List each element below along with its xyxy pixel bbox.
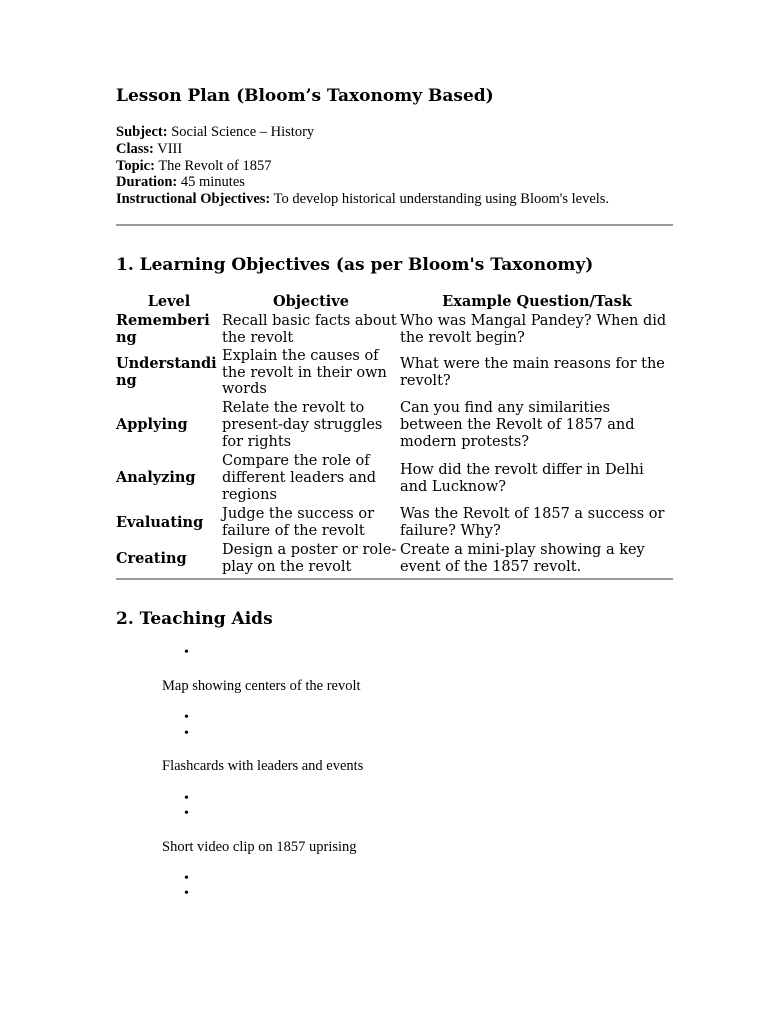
table-row	[116, 399, 674, 452]
cell-level	[116, 347, 222, 399]
meta-label: Topic:	[116, 157, 155, 174]
cell-level: Creating	[116, 549, 187, 567]
section-heading-objectives: 1. Learning Objectives (as per Bloom's Taxonomy)	[116, 255, 594, 275]
cell-objective: Compare the role of different leaders and regions	[222, 453, 377, 503]
column-header-task: Example Question/Task	[442, 292, 632, 310]
meta-topic	[116, 158, 609, 175]
meta-label: Instructional Objectives:	[116, 191, 271, 208]
table-row	[116, 312, 674, 347]
objectives-table	[116, 291, 674, 577]
meta-value: Social Science – History	[171, 124, 315, 140]
cell-objective: Relate the revolt to present-day struggles for rights	[222, 400, 383, 450]
meta-objectives	[116, 191, 609, 208]
table-row	[116, 452, 674, 505]
cell-objective: Recall basic facts about the revolt	[222, 312, 397, 346]
cell-task: Can you find any similarities between the Revolt of 1857 and modern protests?	[400, 400, 635, 450]
lesson-meta	[116, 124, 609, 208]
list-item: Short video clip on 1857 uprising	[162, 839, 357, 855]
meta-label: Subject:	[116, 124, 168, 140]
cell-objective: Judge the success or failure of the revolt	[222, 506, 375, 539]
divider	[116, 578, 673, 580]
bullet-icon: •	[184, 886, 189, 901]
cell-task: How did the revolt differ in Delhi and Lucknow?	[400, 461, 644, 495]
cell-task: Who was Mangal Pandey? When did the revolt begin?	[400, 312, 667, 346]
meta-value: VIII	[157, 140, 183, 157]
page-title: Lesson Plan (Bloom’s Taxonomy Based)	[116, 86, 494, 106]
column-header-level: Level	[147, 292, 191, 310]
meta-duration	[116, 174, 609, 191]
table-row	[116, 505, 674, 541]
cell-task: Was the Revolt of 1857 a success or failure? Why?	[400, 506, 665, 539]
meta-subject	[116, 124, 609, 141]
cell-task: What were the main reasons for the revolt?	[400, 356, 665, 389]
section-heading-teaching-aids: 2. Teaching Aids	[116, 609, 273, 629]
level-text: Remembering	[116, 311, 210, 346]
meta-class	[116, 141, 609, 158]
cell-objective: Design a poster or role-play on the revolt	[222, 542, 397, 575]
meta-label: Duration:	[116, 174, 178, 191]
bullet-icon: •	[184, 806, 189, 821]
bullet-icon: •	[184, 726, 189, 741]
meta-value: 45 minutes	[180, 174, 245, 191]
cell-objective: Explain the causes of the revolt in their own words	[222, 347, 387, 398]
cell-level: Applying	[116, 416, 188, 434]
level-text: Understanding	[116, 355, 217, 389]
cell-level: Evaluating	[116, 513, 204, 531]
column-header-objective: Objective	[273, 292, 349, 310]
bullet-icon: •	[184, 710, 189, 725]
bullet-icon: •	[184, 871, 189, 886]
cell-level: Analyzing	[116, 469, 196, 487]
table-row	[116, 541, 674, 577]
bullet-icon: •	[184, 645, 189, 660]
list-item: Flashcards with leaders and events	[162, 758, 364, 774]
cell-task: Create a mini-play showing a key event of the 1857 revolt.	[400, 542, 645, 575]
bullet-icon: •	[184, 791, 189, 806]
meta-label: Class:	[116, 140, 154, 157]
divider	[116, 224, 673, 226]
table-row	[116, 347, 674, 399]
meta-value: The Revolt of 1857	[158, 157, 272, 174]
list-item: Map showing centers of the revolt	[162, 678, 361, 694]
table-header-row	[116, 291, 674, 312]
cell-level	[116, 312, 222, 347]
meta-value: To develop historical understanding using Bloom's levels.	[273, 191, 610, 208]
